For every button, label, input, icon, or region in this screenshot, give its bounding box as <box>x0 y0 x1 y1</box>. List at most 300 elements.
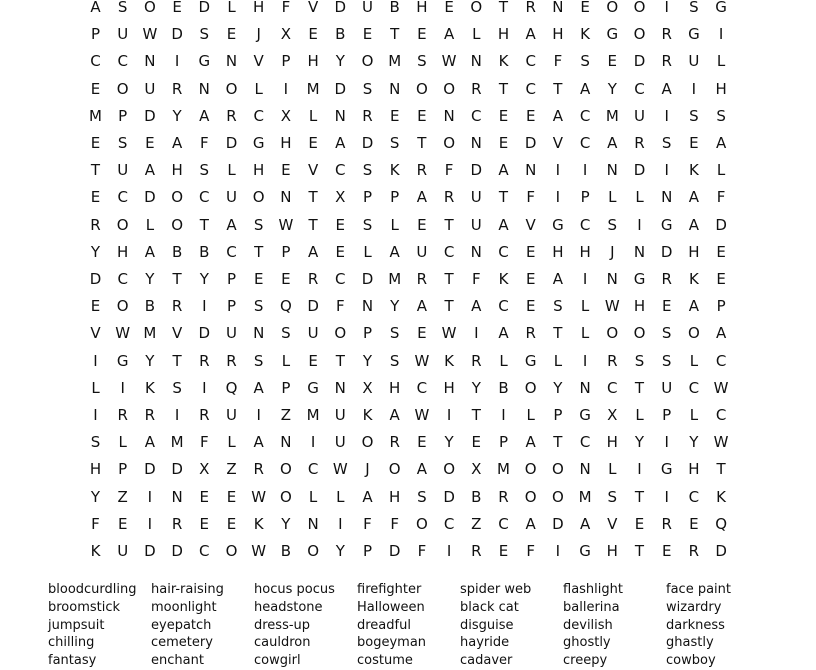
grid-letter: B <box>144 297 156 316</box>
grid-letter: C <box>471 106 482 125</box>
grid-letter: F <box>281 0 291 16</box>
grid-letter: R <box>607 351 618 370</box>
grid-letter: H <box>606 433 618 452</box>
grid-letter: H <box>688 460 700 479</box>
grid-letter: Y <box>471 378 481 397</box>
grid-letter: A <box>362 487 373 506</box>
word-column <box>563 581 666 670</box>
grid-letter: V <box>607 514 618 533</box>
grid-letter: Q <box>715 514 727 533</box>
grid-letter: F <box>526 542 535 560</box>
word-item: dress-up <box>254 617 311 633</box>
word-item: wizardry <box>666 599 722 615</box>
word-item: disguise <box>460 617 514 633</box>
grid-letter: L <box>716 52 726 71</box>
grid-letter: E <box>117 514 128 533</box>
grid-letter: A <box>498 324 509 343</box>
grid-letter: K <box>688 161 699 180</box>
grid-letter: F <box>553 52 563 71</box>
grid-letter: G <box>524 351 537 370</box>
grid-letter: A <box>471 297 482 316</box>
grid-letter: L <box>145 215 155 234</box>
grid-letter: W <box>441 324 457 343</box>
grid-letter: S <box>634 351 645 370</box>
word-item: ghostly <box>563 635 611 651</box>
grid-letter: E <box>498 106 509 125</box>
grid-letter: O <box>633 0 646 16</box>
grid-letter: T <box>498 188 509 207</box>
grid-letter: T <box>498 0 509 16</box>
grid-letter: L <box>363 242 372 261</box>
grid-letter: A <box>144 242 156 261</box>
grid-letter: U <box>634 106 645 125</box>
grid-letter: I <box>664 161 669 180</box>
grid-letter: S <box>172 378 182 397</box>
grid-letter: N <box>171 487 183 506</box>
grid-letter: H <box>688 242 700 261</box>
grid-letter: S <box>607 487 618 506</box>
grid-letter: W <box>441 52 457 71</box>
grid-letter: I <box>147 487 153 506</box>
grid-letter: G <box>715 0 727 16</box>
grid-letter: S <box>580 52 590 71</box>
grid-letter: W <box>332 460 348 479</box>
grid-letter: E <box>281 270 291 288</box>
grid-letter: I <box>582 270 588 288</box>
grid-letter: R <box>307 270 319 288</box>
grid-letter: U <box>334 406 346 424</box>
grid-letter: G <box>660 460 673 479</box>
grid-letter: M <box>497 460 510 479</box>
grid-letter: A <box>552 106 564 125</box>
grid-letter: I <box>93 406 98 424</box>
grid-letter: E <box>417 215 427 234</box>
grid-letter: F <box>91 514 100 533</box>
grid-letter: Z <box>226 460 237 479</box>
grid-letter: S <box>417 487 427 506</box>
grid-letter: E <box>226 25 237 44</box>
grid-letter: L <box>608 188 617 207</box>
grid-letter: A <box>144 433 156 452</box>
grid-letter: G <box>307 378 319 397</box>
grid-letter: B <box>335 25 346 44</box>
grid-letter: W <box>115 324 131 343</box>
grid-letter: I <box>555 188 561 207</box>
grid-letter: Z <box>280 406 292 424</box>
grid-letter: C <box>443 242 455 261</box>
grid-letter: O <box>524 378 537 397</box>
grid-letter: S <box>389 351 400 370</box>
grid-letter: Y <box>199 270 209 288</box>
grid-letter: T <box>634 378 645 397</box>
word-item: spider web <box>460 582 532 597</box>
grid-letter: S <box>117 0 128 16</box>
grid-letter: A <box>552 270 564 288</box>
grid-letter: P <box>118 106 128 125</box>
word-item: face paint <box>666 582 731 597</box>
grid-letter: S <box>253 215 264 234</box>
grid-letter: U <box>688 52 700 71</box>
grid-letter: R <box>525 0 536 16</box>
word-item: chilling <box>48 635 95 651</box>
grid-letter: T <box>553 324 563 343</box>
grid-letter: E <box>389 106 400 125</box>
grid-letter: F <box>417 542 427 560</box>
grid-letter: O <box>443 460 455 479</box>
grid-letter: C <box>117 188 128 207</box>
grid-letter: N <box>470 242 482 261</box>
word-item: devilish <box>563 617 613 633</box>
grid-letter: F <box>199 433 209 452</box>
grid-letter: D <box>388 542 401 560</box>
grid-letter: B <box>171 242 183 261</box>
grid-letter: R <box>443 188 455 207</box>
grid-letter: S <box>389 324 400 343</box>
grid-letter: O <box>606 324 619 343</box>
grid-letter: O <box>443 79 455 98</box>
grid-letter: M <box>306 79 320 98</box>
grid-letter: E <box>525 270 536 288</box>
grid-letter: E <box>661 297 672 316</box>
grid-letter: Y <box>362 351 373 370</box>
grid-letter: G <box>252 134 265 152</box>
grid-letter: R <box>362 106 373 125</box>
grid-letter: T <box>335 351 345 370</box>
grid-letter: O <box>116 79 129 98</box>
grid-letter: E <box>634 514 645 533</box>
grid-letter: P <box>118 460 128 479</box>
grid-letter: E <box>90 297 101 316</box>
word-item: headstone <box>254 599 323 615</box>
grid-letter: U <box>226 324 237 343</box>
grid-letter: I <box>637 215 642 234</box>
grid-letter: K <box>144 378 155 397</box>
word-item: bloodcurdling <box>48 582 137 597</box>
grid-letter: A <box>416 460 428 479</box>
grid-letter: O <box>279 487 292 506</box>
grid-letter: E <box>498 134 509 152</box>
grid-letter: P <box>362 324 373 343</box>
grid-letter: A <box>498 215 509 234</box>
grid-letter: W <box>142 25 158 44</box>
grid-letter: N <box>334 378 346 397</box>
grid-letter: P <box>553 406 563 424</box>
grid-letter: T <box>444 215 454 234</box>
grid-letter: O <box>171 215 183 234</box>
grid-letter: K <box>688 270 699 288</box>
grid-letter: D <box>715 542 727 560</box>
grid-letter: X <box>280 106 292 125</box>
grid-letter: R <box>226 106 237 125</box>
grid-letter: D <box>171 25 183 44</box>
grid-letter: H <box>497 25 510 44</box>
grid-letter: S <box>199 25 210 44</box>
grid-letter: D <box>171 542 183 560</box>
grid-letter: L <box>227 433 236 452</box>
grid-letter: D <box>144 106 156 125</box>
grid-letter: R <box>144 406 156 424</box>
grid-letter: D <box>307 297 319 316</box>
grid-letter: D <box>144 188 156 207</box>
grid-letter: M <box>170 433 184 452</box>
grid-letter: E <box>498 542 509 560</box>
grid-letter: E <box>716 270 726 288</box>
grid-letter: T <box>417 134 427 152</box>
grid-letter: R <box>525 324 536 343</box>
grid-letter: P <box>281 52 291 71</box>
grid-letter: O <box>443 134 455 152</box>
grid-letter: C <box>443 514 455 533</box>
grid-letter: S <box>253 351 264 370</box>
grid-letter: F <box>471 270 481 288</box>
grid-letter: B <box>498 378 509 397</box>
grid-letter: O <box>171 188 183 207</box>
grid-letter: W <box>414 351 430 370</box>
grid-letter: I <box>664 433 669 452</box>
grid-letter: M <box>605 106 619 125</box>
grid-letter: P <box>281 242 291 261</box>
grid-letter: Y <box>172 106 182 125</box>
grid-letter: B <box>280 542 292 560</box>
grid-letter: X <box>335 188 346 207</box>
grid-letter: L <box>308 106 318 125</box>
grid-letter: K <box>444 351 455 370</box>
grid-letter: H <box>552 242 564 261</box>
grid-letter: A <box>525 514 536 533</box>
grid-letter: T <box>471 406 481 424</box>
word-item: black cat <box>460 599 519 615</box>
word-item: hayride <box>460 635 510 651</box>
word-item: Halloween <box>357 599 425 615</box>
grid-letter: E <box>226 514 237 533</box>
grid-letter: E <box>417 324 427 343</box>
grid-letter: S <box>689 0 699 16</box>
grid-letter: L <box>580 297 590 316</box>
grid-letter: P <box>281 378 291 397</box>
grid-letter: D <box>633 52 646 71</box>
grid-letter: O <box>116 297 129 316</box>
grid-letter: V <box>253 52 264 71</box>
grid-letter: S <box>661 351 672 370</box>
grid-letter: G <box>116 351 129 370</box>
grid-letter: E <box>308 25 318 44</box>
word-item: firefighter <box>357 582 422 597</box>
grid-letter: P <box>226 270 237 288</box>
grid-letter: N <box>579 460 591 479</box>
grid-letter: H <box>389 487 401 506</box>
grid-letter: D <box>198 324 211 343</box>
grid-letter: R <box>471 351 482 370</box>
grid-letter: T <box>308 188 318 207</box>
grid-letter: I <box>501 406 506 424</box>
grid-letter: U <box>416 242 428 261</box>
grid-letter: S <box>281 324 291 343</box>
grid-letter: D <box>715 215 727 234</box>
grid-letter: N <box>225 52 238 71</box>
grid-letter: D <box>470 161 483 180</box>
grid-letter: O <box>143 0 156 16</box>
grid-letter: E <box>145 134 155 152</box>
grid-letter: C <box>498 514 509 533</box>
grid-letter: V <box>307 161 319 180</box>
grid-letter: U <box>307 324 319 343</box>
grid-letter: Z <box>117 487 128 506</box>
grid-letter: R <box>471 79 482 98</box>
grid-letter: L <box>526 406 535 424</box>
grid-letter: I <box>120 378 125 397</box>
grid-letter: E <box>362 25 373 44</box>
grid-letter: E <box>308 351 318 370</box>
grid-letter: A <box>498 161 509 180</box>
grid-letter: A <box>688 188 700 207</box>
word-item: costume <box>357 653 413 669</box>
grid-letter: T <box>444 270 454 288</box>
grid-letter: E <box>689 134 699 152</box>
grid-letter: S <box>90 433 101 452</box>
grid-letter: E <box>525 297 536 316</box>
word-column <box>666 581 769 670</box>
word-item: cowboy <box>666 653 716 669</box>
grid-letter: I <box>582 351 588 370</box>
grid-letter: E <box>525 242 536 261</box>
grid-letter: D <box>198 0 211 16</box>
grid-letter: M <box>143 324 157 343</box>
grid-letter: N <box>606 270 618 288</box>
grid-letter: O <box>361 433 374 452</box>
grid-letter: O <box>307 542 319 560</box>
grid-letter: C <box>117 270 128 288</box>
grid-letter: K <box>253 514 264 533</box>
grid-letter: U <box>470 188 482 207</box>
word-item: cowgirl <box>254 653 301 669</box>
grid-letter: D <box>171 460 183 479</box>
grid-letter: N <box>579 378 591 397</box>
grid-letter: J <box>256 25 261 44</box>
grid-letter: A <box>579 79 591 98</box>
grid-letter: A <box>389 406 400 424</box>
grid-letter: C <box>335 270 346 288</box>
word-item: flashlight <box>563 582 623 597</box>
grid-letter: K <box>580 25 591 44</box>
grid-letter: R <box>688 542 700 560</box>
grid-letter: C <box>607 378 618 397</box>
grid-letter: N <box>470 52 482 71</box>
grid-letter: I <box>474 324 479 343</box>
grid-letter: K <box>498 52 509 71</box>
grid-letter: D <box>660 242 673 261</box>
grid-letter: D <box>443 487 455 506</box>
grid-letter: T <box>634 542 645 560</box>
grid-letter: U <box>334 433 346 452</box>
word-item: fantasy <box>48 653 97 669</box>
grid-letter: R <box>389 433 400 452</box>
grid-letter: G <box>579 406 591 424</box>
grid-letter: G <box>606 25 619 44</box>
grid-letter: P <box>90 25 101 44</box>
grid-letter: O <box>334 324 347 343</box>
grid-letter: U <box>117 25 129 44</box>
grid-letter: L <box>580 324 590 343</box>
grid-letter: O <box>225 79 238 98</box>
grid-letter: G <box>552 215 564 234</box>
word-item: darkness <box>666 617 725 633</box>
grid-letter: L <box>281 351 291 370</box>
grid-letter: H <box>389 378 401 397</box>
grid-letter: T <box>390 25 400 44</box>
grid-letter: W <box>278 215 294 234</box>
grid-letter: Q <box>225 378 238 397</box>
grid-letter: I <box>256 406 261 424</box>
grid-letter: Y <box>90 487 101 506</box>
grid-letter: H <box>280 134 292 152</box>
grid-letter: F <box>363 514 372 533</box>
grid-letter: H <box>253 0 265 16</box>
grid-letter: B <box>471 487 482 506</box>
grid-letter: H <box>416 0 428 16</box>
grid-letter: I <box>691 79 697 98</box>
grid-letter: U <box>117 161 129 180</box>
grid-letter: W <box>713 433 729 452</box>
grid-letter: S <box>661 324 672 343</box>
grid-letter: U <box>470 215 482 234</box>
grid-letter: H <box>117 242 129 261</box>
grid-letter: L <box>635 188 644 207</box>
grid-letter: Z <box>471 514 482 533</box>
grid-letter: Y <box>281 514 291 533</box>
grid-letter: R <box>661 514 672 533</box>
grid-letter: T <box>90 161 101 180</box>
grid-letter: M <box>388 270 402 288</box>
grid-letter: O <box>633 25 646 44</box>
grid-letter: W <box>414 406 430 424</box>
grid-letter: X <box>362 378 373 397</box>
grid-letter: D <box>552 514 564 533</box>
grid-letter: H <box>633 297 646 316</box>
grid-letter: S <box>362 161 373 180</box>
word-item: ghastly <box>666 635 714 651</box>
grid-letter: M <box>388 52 402 71</box>
grid-letter: D <box>633 161 646 180</box>
grid-letter: R <box>199 351 210 370</box>
grid-letter: E <box>417 25 427 44</box>
grid-letter: R <box>416 161 428 180</box>
grid-letter: I <box>718 25 724 44</box>
grid-letter: L <box>91 378 100 397</box>
grid-letter: G <box>579 542 591 560</box>
grid-letter: N <box>443 106 455 125</box>
grid-letter: F <box>444 161 454 180</box>
grid-letter: L <box>608 460 617 479</box>
grid-letter: I <box>555 161 561 180</box>
grid-letter: N <box>361 297 374 316</box>
word-item: bogeyman <box>357 635 427 651</box>
word-column <box>460 581 563 670</box>
grid-letter: J <box>610 242 615 261</box>
grid-letter: S <box>117 134 128 152</box>
grid-letter: I <box>202 297 207 316</box>
grid-letter: C <box>525 79 536 98</box>
grid-letter: L <box>499 351 508 370</box>
grid-letter: P <box>362 542 373 560</box>
grid-letter: S <box>417 52 427 71</box>
grid-letter: A <box>579 514 591 533</box>
grid-letter: K <box>362 406 373 424</box>
grid-letter: V <box>171 324 183 343</box>
grid-letter: N <box>334 106 346 125</box>
grid-letter: C <box>525 52 536 71</box>
grid-letter: H <box>307 52 319 71</box>
grid-letter: P <box>226 297 237 316</box>
